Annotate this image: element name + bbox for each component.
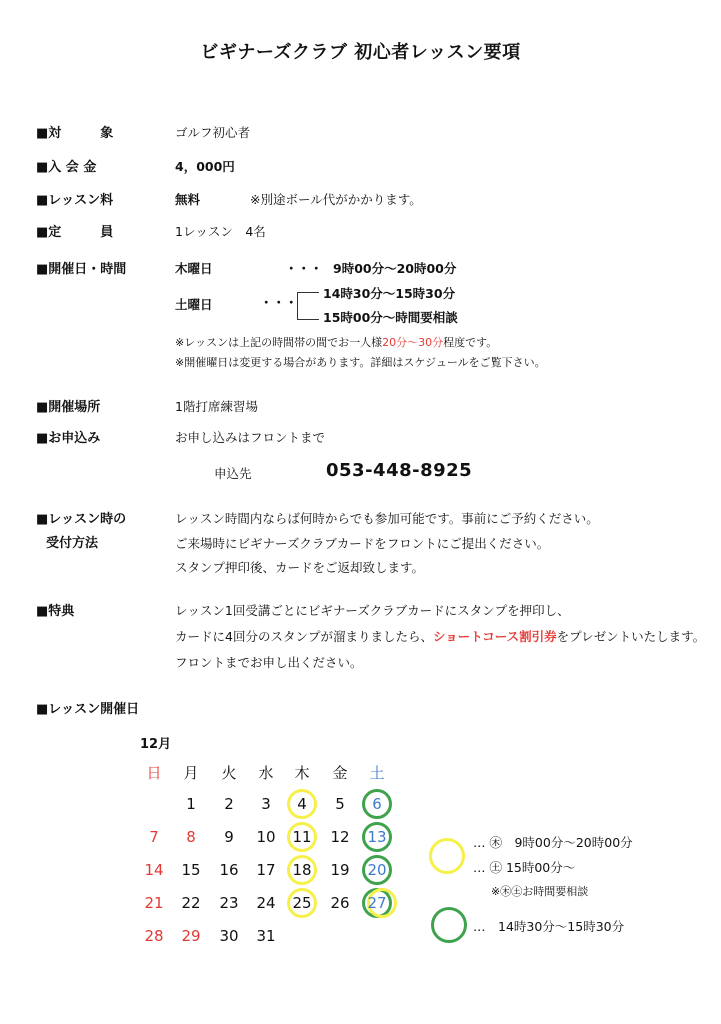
calendar-day: 8	[186, 828, 196, 846]
target-value: ゴルフ初心者	[175, 125, 251, 140]
lesson-fee-value: 無料	[175, 192, 201, 207]
weekday-header: 金	[332, 764, 348, 782]
discount-coupon-text: ショートコース割引券	[432, 629, 557, 644]
weekday-header: 月	[183, 764, 199, 782]
calendar-day: 27	[367, 894, 387, 912]
calendar-day: 24	[256, 894, 276, 912]
calendar-day: 26	[330, 894, 350, 912]
capacity-value: 1レッスン 4名	[175, 224, 266, 239]
schedule-note-1	[175, 334, 497, 350]
weekday-header: 土	[369, 764, 385, 782]
calendar-month: 12月	[140, 737, 172, 752]
legend-yellow-note: ※㊍㊏お時間要相談	[491, 885, 589, 898]
calendar-day: 15	[181, 861, 201, 879]
reception-line: ご来場時にビギナーズクラブカードをフロントにご提出ください。	[175, 536, 550, 551]
page-title: ビギナーズクラブ 初心者レッスン要項	[200, 42, 521, 63]
reception-line: レッスン時間内ならば何時からでも参加可能です。事前にご予約ください。	[175, 511, 599, 526]
weekday-header: 木	[294, 764, 310, 782]
calendar-day: 7	[149, 828, 159, 846]
note-emphasis: 20分～30分	[382, 336, 444, 349]
reception-line: スタンプ押印後、カードをご返却致します。	[175, 560, 425, 575]
calendar-day: 30	[219, 927, 239, 945]
thursday-label: 木曜日	[175, 261, 213, 276]
reception-label-2: 受付方法	[46, 536, 99, 551]
schedule-label: ■開催日・時間	[36, 262, 127, 277]
bracket-tick	[307, 292, 319, 293]
calendar-day: 22	[181, 894, 201, 912]
fee-label: ■入 会 金	[36, 160, 97, 175]
calendar-day: 29	[181, 927, 201, 945]
calendar-day: 1	[186, 795, 196, 813]
calendar-day: 28	[144, 927, 164, 945]
yellow-circle-legend-icon	[429, 838, 465, 874]
reception-label-1: ■レッスン時の	[36, 512, 127, 527]
legend-yellow-line-2: … ㊏ 15時00分～	[473, 860, 576, 875]
calendar-day: 25	[292, 894, 312, 912]
legend-yellow-line-1: … ㊍ 9時00分～20時00分	[473, 835, 633, 850]
lesson-fee-label: ■レッスン料	[36, 193, 114, 208]
calendar-day: 16	[219, 861, 239, 879]
calendar-day: 2	[224, 795, 234, 813]
calendar-day: 11	[292, 828, 312, 846]
calendar-day: 13	[367, 828, 387, 846]
benefit-text: カードに4回分のスタンプが溜まりましたら、	[175, 629, 433, 644]
calendar-day: 3	[261, 795, 271, 813]
calendar-day: 21	[144, 894, 164, 912]
green-circle-legend-icon	[431, 907, 467, 943]
saturday-dots: ・・・	[260, 295, 298, 310]
saturday-time-1: 14時30分～15時30分	[323, 286, 456, 301]
benefit-line-2	[175, 627, 705, 645]
capacity-label: ■定 員	[36, 225, 114, 240]
note-text: 程度です。	[443, 336, 498, 349]
calendar-day: 10	[256, 828, 276, 846]
calendar-day: 4	[297, 795, 307, 813]
saturday-label: 土曜日	[175, 297, 213, 312]
contact-label: 申込先	[214, 466, 252, 481]
target-label: ■対 象	[36, 126, 114, 141]
calendar-day: 18	[292, 861, 312, 879]
benefit-line-1: レッスン1回受講ごとにビギナーズクラブカードにスタンプを押印し、	[175, 603, 570, 618]
calendar-day: 12	[330, 828, 350, 846]
calendar-day: 17	[256, 861, 276, 879]
thursday-dots: ・・・	[285, 261, 323, 276]
saturday-time-2: 15時00分～時間要相談	[323, 310, 458, 325]
venue-label: ■開催場所	[36, 400, 101, 415]
benefit-text: をプレゼントいたします。	[556, 629, 706, 644]
bracket-tick	[307, 319, 319, 320]
apply-value: お申し込みはフロントまで	[175, 430, 326, 445]
apply-label: ■お申込み	[36, 431, 101, 446]
thursday-time: 9時00分～20時00分	[333, 261, 457, 276]
lesson-fee-note: ※別途ボール代がかかります。	[250, 192, 422, 207]
note-text: ※レッスンは上記の時間帯の間でお一人様	[175, 336, 383, 349]
calendar-day: 14	[144, 861, 164, 879]
calendar-day: 9	[224, 828, 234, 846]
calendar-label: ■レッスン開催日	[36, 702, 140, 717]
venue-value: 1階打席練習場	[175, 399, 258, 414]
calendar-day: 20	[367, 861, 387, 879]
weekday-header: 火	[221, 764, 237, 782]
calendar-day: 6	[372, 795, 382, 813]
schedule-note-2: ※開催曜日は変更する場合があります。詳細はスケジュールをご覧下さい。	[175, 356, 546, 369]
phone-number: 053-448-8925	[326, 460, 473, 481]
weekday-header: 日	[146, 764, 162, 782]
benefit-label: ■特典	[36, 604, 75, 619]
calendar-day: 19	[330, 861, 350, 879]
calendar-day: 31	[256, 927, 276, 945]
legend-green-line: … 14時30分～15時30分	[473, 919, 625, 934]
fee-value: 4，000円	[175, 159, 235, 174]
calendar-day: 5	[335, 795, 345, 813]
benefit-line-3: フロントまでお申し出ください。	[175, 655, 363, 670]
bracket	[297, 292, 308, 320]
calendar-day: 23	[219, 894, 239, 912]
weekday-header: 水	[258, 764, 274, 782]
